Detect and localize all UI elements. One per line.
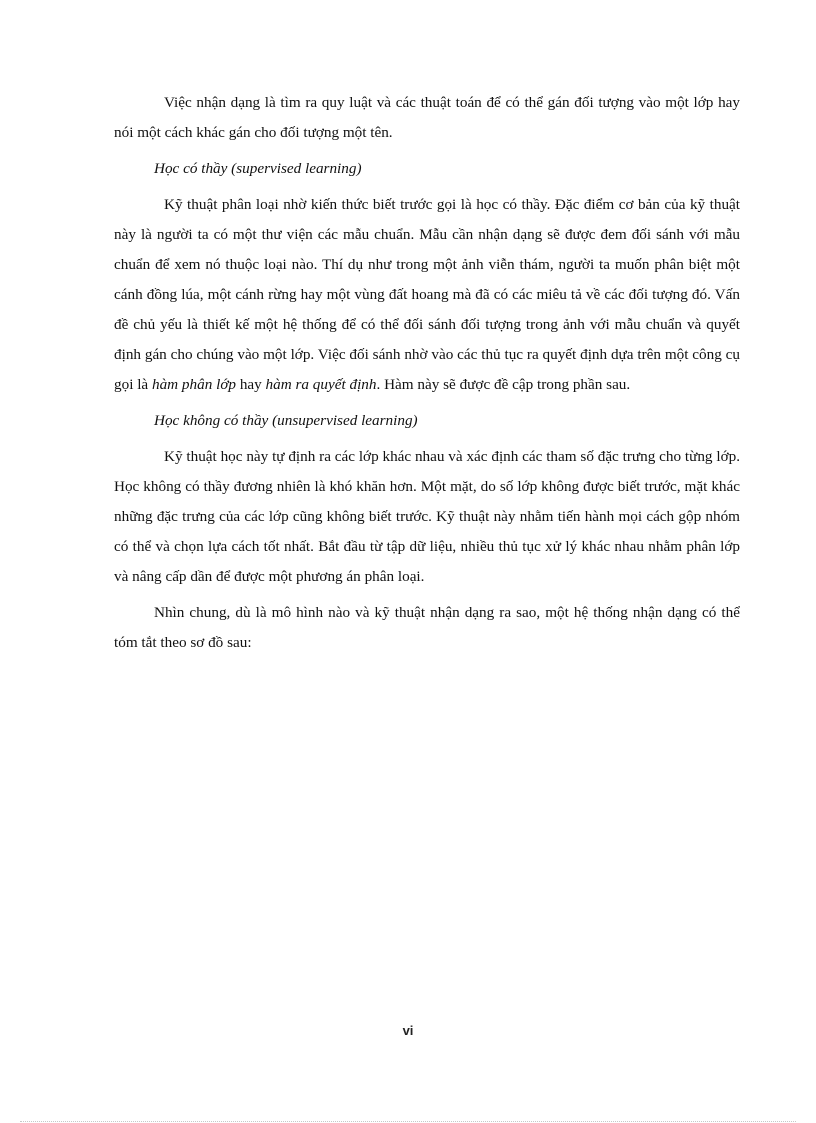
supervised-learning-heading: Học có thầy (supervised learning) — [154, 160, 362, 177]
page-body — [114, 88, 740, 658]
unsupervised-learning-paragraph: Kỹ thuật học này tự định ra các lớp khác nhau và xác định các tham số đặc trưng cho từng lớp. Học không có thầy đương nhiên là khó khăn hơn. Một mặt, do số lớp không được biết trước, mặt khác những đặc trưng của các lớp cũng không biết trước. Kỹ thuật này nhằm tiến hành mọi cách gộp nhóm có thể và chọn lựa cách tốt nhất. Bắt đầu từ tập dữ liệu, nhiều thủ tục xử lý khác nhau nhằm phân lớp và nâng cấp dần để được một phương án phân loại. — [114, 448, 740, 585]
page-number: vi — [402, 1023, 414, 1038]
supervised-text-part-1: Kỹ thuật phân loại nhờ kiến thức biết trước gọi là học có thầy. Đặc điểm cơ bản của kỹ thuật này là người ta có một thư viện các mẫu chuẩn. Mẫu cần nhận dạng sẽ được đem đối sánh với mẫu chuẩn để xem nó thuộc loại nào. Thí dụ như trong một ảnh viễn thám, người ta muốn phân biệt một cánh đồng lúa, một cánh rừng hay một vùng đất hoang mà đã có các miêu tả về các đối tượng đó. Vấn đề chủ yếu là thiết kế một hệ thống để có thể đối sánh đối tượng trong ảnh với mẫu chuẩn và quyết định gán cho chúng vào một lớp. Việc đối sánh nhờ vào các thủ tục ra quyết định dựa trên một công cụ gọi là — [114, 196, 740, 393]
intro-paragraph: Việc nhận dạng là tìm ra quy luật và các thuật toán để có thể gán đối tượng vào một lớp hay nói một cách khác gán cho đối tượng một tên. — [114, 94, 740, 141]
footer-divider — [20, 1121, 796, 1122]
summary-paragraph: Nhìn chung, dù là mô hình nào và kỹ thuật nhận dạng ra sao, một hệ thống nhận dạng có thể tóm tắt theo sơ đồ sau: — [114, 604, 740, 651]
term-decision-function: hàm ra quyết định — [265, 376, 377, 393]
term-classifier-function: hàm phân lớp — [151, 376, 237, 393]
supervised-learning-paragraph — [114, 190, 740, 400]
unsupervised-learning-heading: Học không có thầy (unsupervised learning) — [154, 412, 418, 429]
supervised-text-part-2: hay — [236, 376, 266, 393]
supervised-text-part-3: . Hàm này sẽ được đề cập trong phần sau. — [376, 376, 631, 393]
